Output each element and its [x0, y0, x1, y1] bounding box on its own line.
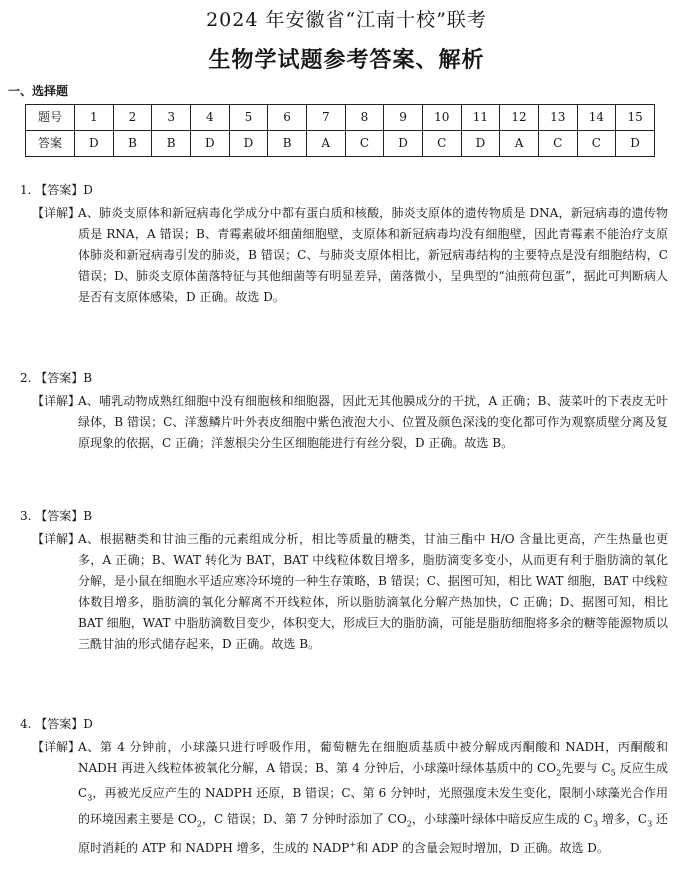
question-block	[20, 714, 668, 859]
answer-value: B	[83, 509, 93, 523]
detail-block	[20, 391, 668, 454]
text-run: ，小球藻叶绿体中暗反应生成的 C	[411, 811, 593, 826]
table-cell: 10	[422, 105, 461, 131]
text-run: ，C 错误；D、第 7 分钟时添加了 CO	[201, 811, 407, 826]
text-run: 和 ADP 的含量会短时增加，D 正确。故选 D。	[356, 841, 609, 856]
table-cell: A	[306, 131, 345, 157]
text-run: 还原时消耗的 ATP 和 NADPH 增多，生成的 NADP	[78, 811, 669, 856]
question-block	[20, 180, 668, 308]
detail-block	[20, 529, 668, 655]
row-label: 题号	[26, 105, 75, 131]
table-cell: 4	[190, 105, 229, 131]
table-cell: 9	[384, 105, 423, 131]
document-title: 生物学试题参考答案、解析	[208, 48, 485, 73]
table-cell: 8	[345, 105, 384, 131]
table-cell: D	[616, 131, 655, 157]
question-number-row	[26, 105, 655, 131]
answer-row	[26, 131, 655, 157]
text-run: ，再被光反应产生的 NADPH 还原，B 错误；C、第 6 分钟时，光照强度未发生变化，限制小球藻光合作用的环境因素主要是 CO	[78, 786, 668, 826]
question-block	[20, 368, 668, 454]
table-cell: C	[422, 131, 461, 157]
table-cell: 15	[616, 105, 655, 131]
superscript: +	[349, 840, 357, 850]
subscript: 2	[406, 819, 412, 829]
table-cell: D	[384, 131, 423, 157]
table-cell: B	[152, 131, 191, 157]
detail-tag: 【详解】	[32, 206, 81, 220]
text-run: A、第 4 分钟前，小球藻只进行呼吸作用，葡萄糖先在细胞质基质中被分解成丙酮酸和 NADH，丙酮酸和 NADH 再进入线粒体被氧化分解，A 错误；B、第 4 分钟后，小球藻叶绿体基质中的 CO	[78, 740, 668, 775]
text-run: 先要与 C	[561, 761, 611, 775]
answer-key-table	[25, 104, 655, 157]
table-cell: 7	[306, 105, 345, 131]
table-cell: 12	[500, 105, 539, 131]
answer-line	[20, 506, 668, 527]
table-cell: 1	[75, 105, 114, 131]
row-label: 答案	[26, 131, 75, 157]
table-cell: B	[113, 131, 152, 157]
answer-value: D	[83, 717, 93, 731]
table-cell: D	[75, 131, 114, 157]
question-number: 3.	[20, 509, 32, 523]
table-cell: 3	[152, 105, 191, 131]
text-run: 增多，C	[598, 811, 648, 826]
subscript: 2	[556, 768, 562, 778]
detail-block	[20, 203, 668, 308]
question-number: 1.	[20, 183, 32, 197]
table-cell: 2	[113, 105, 152, 131]
detail-text	[78, 737, 668, 859]
table-cell: D	[229, 131, 268, 157]
table-cell: 5	[229, 105, 268, 131]
table-cell: 13	[538, 105, 577, 131]
table-cell: B	[268, 131, 307, 157]
detail-text: A、根据糖类和甘油三酯的元素组成分析，相比等质量的糖类，甘油三酯中 H/O 含量比更高，产生热量也更多，A 正确；B、WAT 转化为 BAT，BAT 中线粒体数目增多，脂肪滴变多变小，从而更有利于脂肪滴的氧化分解，是小鼠在细胞水平适应寒冷环境的一种生存策略，B 错误；C、据图可知，相比 WAT 细胞，BAT 中线粒体数目增多，脂肪滴的氧化分解离不开线粒体，所以脂肪滴氧化分解产热加快，C 正确；D、据图可知，相比 BAT 细胞，WAT 中脂肪滴数目变少，体积变大，形成巨大的脂肪滴，可能是脂肪细胞将多余的糖等能源物质以三酰甘油的形式储存起来，D 正确。故选 B。	[78, 532, 668, 651]
answer-tag: 【答案】	[35, 509, 84, 523]
text-run: 反应生成 C	[78, 761, 668, 801]
answer-tag: 【答案】	[35, 183, 84, 197]
answer-line	[20, 368, 668, 389]
answer-value: D	[83, 183, 93, 197]
subscript: 5	[610, 768, 616, 778]
table-cell: A	[500, 131, 539, 157]
subscript: 3	[647, 819, 653, 829]
detail-tag: 【详解】	[32, 532, 81, 546]
table-cell: 11	[461, 105, 500, 131]
question-number: 4.	[20, 717, 32, 731]
table-cell: D	[461, 131, 500, 157]
detail-tag: 【详解】	[32, 740, 81, 754]
table-cell: C	[345, 131, 384, 157]
question-block	[20, 506, 668, 655]
subscript: 2	[196, 819, 202, 829]
table-cell: 6	[268, 105, 307, 131]
question-number: 2.	[20, 371, 32, 385]
subscript: 3	[592, 819, 599, 829]
answer-line	[20, 714, 668, 735]
table-cell: 14	[577, 105, 616, 131]
table-cell: D	[190, 131, 229, 157]
detail-text: A、肺炎支原体和新冠病毒化学成分中都有蛋白质和核酸，肺炎支原体的遗传物质是 DNA，新冠病毒的遗传物质是 RNA，A 错误；B、青霉素破坏细菌细胞壁，支原体和新冠病毒均没有细胞壁，因此青霉素不能治疗支原体肺炎和新冠病毒引发的肺炎，B 错误；C、与肺炎支原体相比，新冠病毒结构的主要特点是没有细胞结构，C 错误；D、肺炎支原体菌落特征与其他细菌等有明显差异，菌落微小，呈典型的“油煎荷包蛋”，据此可判断病人是否有支原体感染，D 正确。故选 D。	[78, 206, 668, 304]
answer-line	[20, 180, 668, 201]
subscript: 3	[87, 793, 93, 803]
detail-block	[20, 737, 668, 859]
table-cell: C	[538, 131, 577, 157]
exam-title: 2024 年安徽省“江南十校”联考	[206, 9, 487, 31]
answer-tag: 【答案】	[35, 717, 84, 731]
table-cell: C	[577, 131, 616, 157]
detail-tag: 【详解】	[32, 394, 81, 408]
answer-value: B	[83, 371, 93, 385]
answer-tag: 【答案】	[35, 371, 84, 385]
section-heading: 一、选择题	[8, 84, 69, 98]
detail-text: A、哺乳动物成熟红细胞中没有细胞核和细胞器，因此无其他膜成分的干扰，A 正确；B、菠菜叶的下表皮无叶绿体，B 错误；C、洋葱鳞片叶外表皮细胞中紫色液泡大小、位置及颜色深浅的变化都可作为观察质壁分离及复原现象的依据，C 正确；洋葱根尖分生区细胞能进行有丝分裂，D 正确。故选 B。	[78, 394, 668, 450]
